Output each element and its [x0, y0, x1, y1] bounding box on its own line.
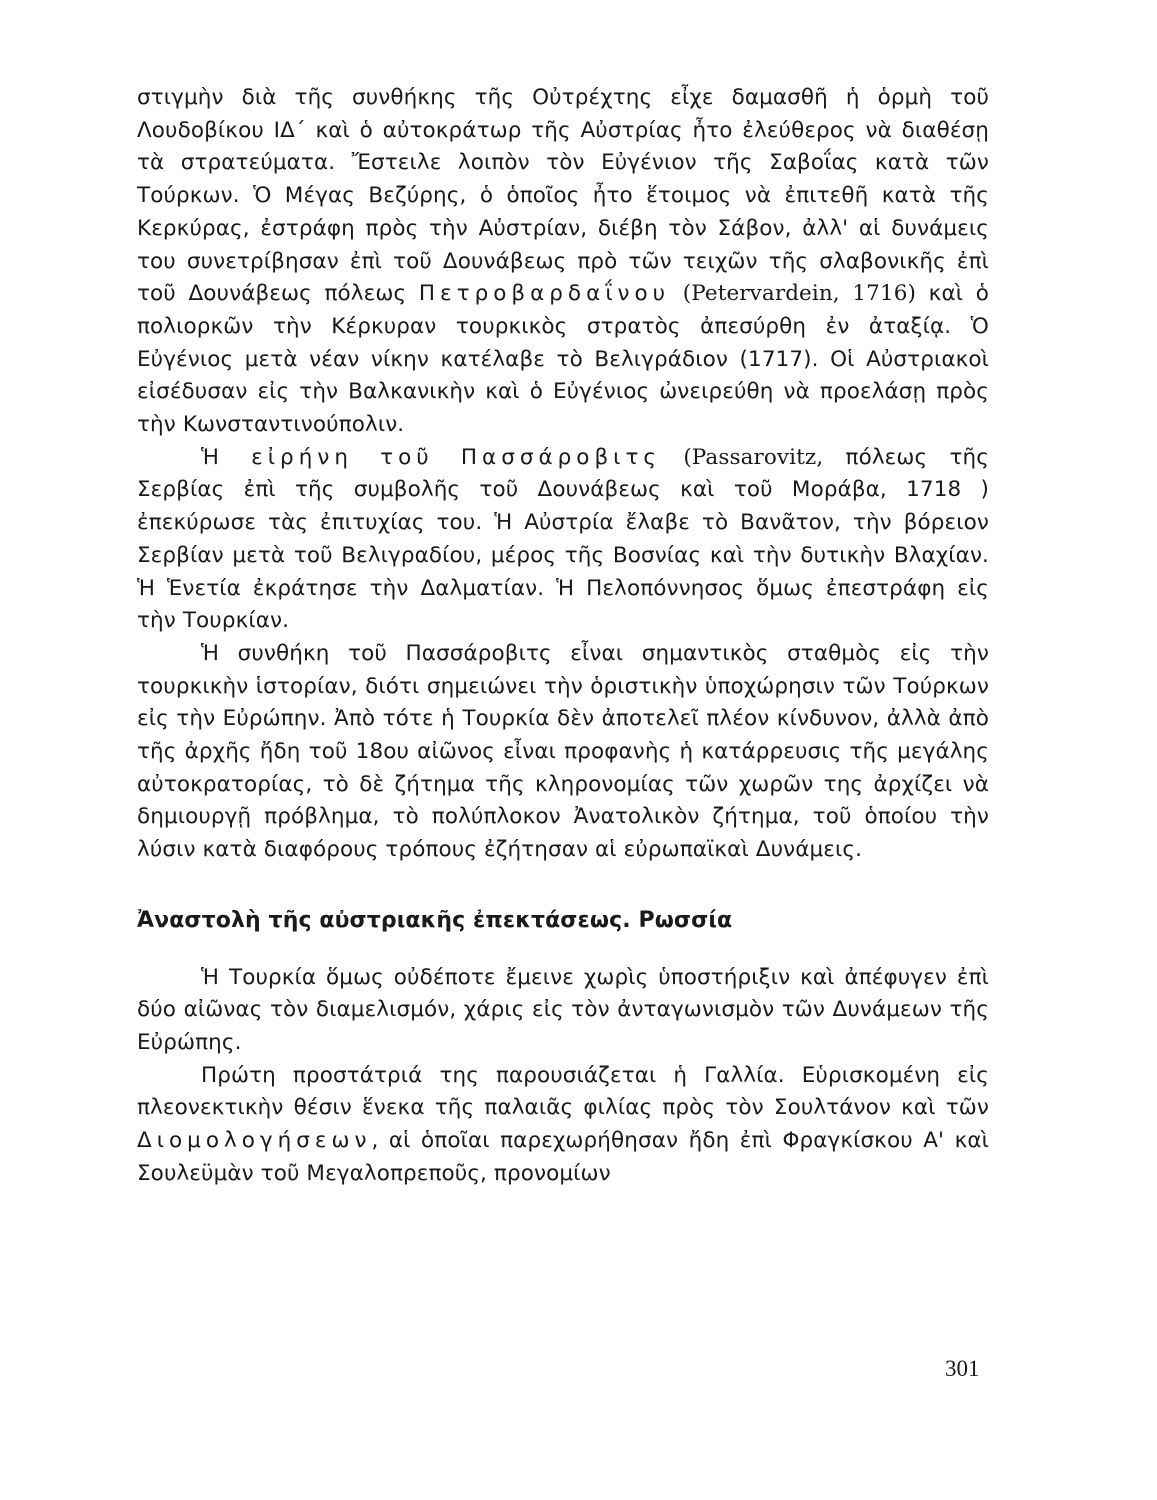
paragraph: [137, 82, 989, 442]
page-text: [137, 82, 989, 1191]
text-segment: (Petervardein, 1716): [682, 281, 917, 307]
text-segment: (Passarovitz,: [683, 444, 824, 470]
text-segment: Πρώτη προστάτριά της παρουσιάζεται ἡ Γαλλία. Εὑρισκομένη εἰς πλεονεκτικὴν θέσιν ἕνεκα τῆς παλαιᾶς φιλίας πρὸς τὸν Σουλτάνον καὶ τῶν: [137, 1062, 989, 1121]
paragraph: [137, 638, 989, 867]
text-segment: καὶ ὁ πολιορκῶν τὴν Κέρκυραν τουρκικὸς στρατὸς ἀπεσύρθη ἐν ἀταξίᾳ. Ὁ Εὐγένιος μετὰ νέαν νίκην κατέλαβε τὸ Βελιγράδιον (1717). Οἱ Αὐστριακοὶ εἰσέδυσαν εἰς τὴν Βαλκανικὴν καὶ ὁ Εὐγένιος ὠνειρεύθη νὰ προελάσῃ πρὸς τὴν Κωνσταντινούπολιν.: [137, 281, 990, 438]
paragraph: [137, 442, 989, 638]
paragraph: [137, 1060, 989, 1191]
section-heading: [137, 905, 989, 938]
text-segment: Ἡ Τουρκία ὅμως οὐδέποτε ἔμεινε χωρὶς ὑποστήριξιν καὶ ἀπέφυγεν ἐπὶ δύο αἰῶνας τὸν διαμελισμόν, χάρις εἰς τὸν ἀνταγωνισμὸν τῶν Δυνάμεων τῆς Εὐρώπης.: [137, 964, 989, 1055]
text-segment: Ἀναστολὴ τῆς αὐστριακῆς ἐπεκτάσεως. Ρωσσία: [137, 907, 733, 933]
page-number: 301: [945, 1356, 980, 1381]
text-segment: [670, 281, 683, 306]
text-segment: [661, 445, 683, 470]
text-segment: , αἱ ὁποῖαι παρεχωρήθησαν ἤδη ἐπὶ Φραγκίσκου Α' καὶ Σουλεϋμὰν τοῦ Μεγαλοπρεποῦς, προνομίων: [137, 1128, 989, 1186]
text-segment: πόλεως τῆς Σερβίας ἐπὶ τῆς συμβολῆς τοῦ Δουνάβεως καὶ τοῦ Μοράβα, 1718 ) ἐπεκύρωσε τὰς ἐπιτυχίας του. Ἡ Αὐστρία ἔλαβε τὸ Βανᾶτον, τὴν βόρειον Σερβίαν μετὰ τοῦ Βελιγραδίου, μέρος τῆς Βοσνίας καὶ τὴν δυτικὴν Βλαχίαν. Ἡ Ἑνετία ἐκράτησε τὴν Δαλματίαν. Ἡ Πελοπόννησος ὅμως ἐπεστράφη εἰς τὴν Τουρκίαν.: [137, 444, 989, 634]
text-segment: Πετροβαρδαΐνου: [418, 281, 671, 307]
text-segment: Ἡ εἰρήνη τοῦ Πασσάροβιτς: [201, 444, 662, 470]
paragraph: [137, 962, 989, 1060]
text-segment: Διομολογήσεων: [137, 1128, 372, 1154]
text-segment: στιγμὴν διὰ τῆς συνθήκης τῆς Οὐτρέχτης εἶχε δαμασθῆ ἡ ὁρμὴ τοῦ Λουδοβίκου ΙΔ΄ καὶ ὁ αὐτοκράτωρ τῆς Αὐστρίας ἦτο ἐλεύθερος νὰ διαθέσῃ τὰ στρατεύματα. Ἔστειλε λοιπὸν τὸν Εὐγένιον τῆς Σαβοΐας κατὰ τῶν Τούρκων. Ὁ Μέγας Βεζύρης, ὁ ὁποῖος ἦτο ἕτοιμος νὰ ἐπιτεθῆ κατὰ τῆς Κερκύρας, ἐστράφη πρὸς τὴν Αὐστρίαν, διέβη τὸν Σάβον, ἀλλ' αἱ δυνάμεις του συνετρίβησαν ἐπὶ τοῦ Δουνάβεως πρὸ τῶν τειχῶν τῆς σλαβονικῆς ἐπὶ τοῦ Δουνάβεως πόλεως: [137, 85, 989, 307]
text-segment: Ἡ συνθήκη τοῦ Πασσάροβιτς εἶναι σημαντικὸς σταθμὸς εἰς τὴν τουρκικὴν ἱστορίαν, διότι σημειώνει τὴν ὁριστικὴν ὑποχώρησιν τῶν Τούρκων εἰς τὴν Εὐρώπην. Ἀπὸ τότε ἡ Τουρκία δὲν ἀποτελεῖ πλέον κίνδυνον, ἀλλὰ ἀπὸ τῆς ἀρχῆς ἤδη τοῦ 18ου αἰῶνος εἶναι προφανὴς ἡ κατάρρευσις τῆς μεγάλης αὐτοκρατορίας, τὸ δὲ ζήτημα τῆς κληρονομίας τῶν χωρῶν της ἀρχίζει νὰ δημιουργῇ πρόβλημα, τὸ πολύπλοκον Ἀνατολικὸν ζήτημα, τοῦ ὁποίου τὴν λύσιν κατὰ διαφόρους τρόπους ἐζήτησαν αἱ εὐρωπαϊκαὶ Δυνάμεις.: [137, 640, 989, 863]
